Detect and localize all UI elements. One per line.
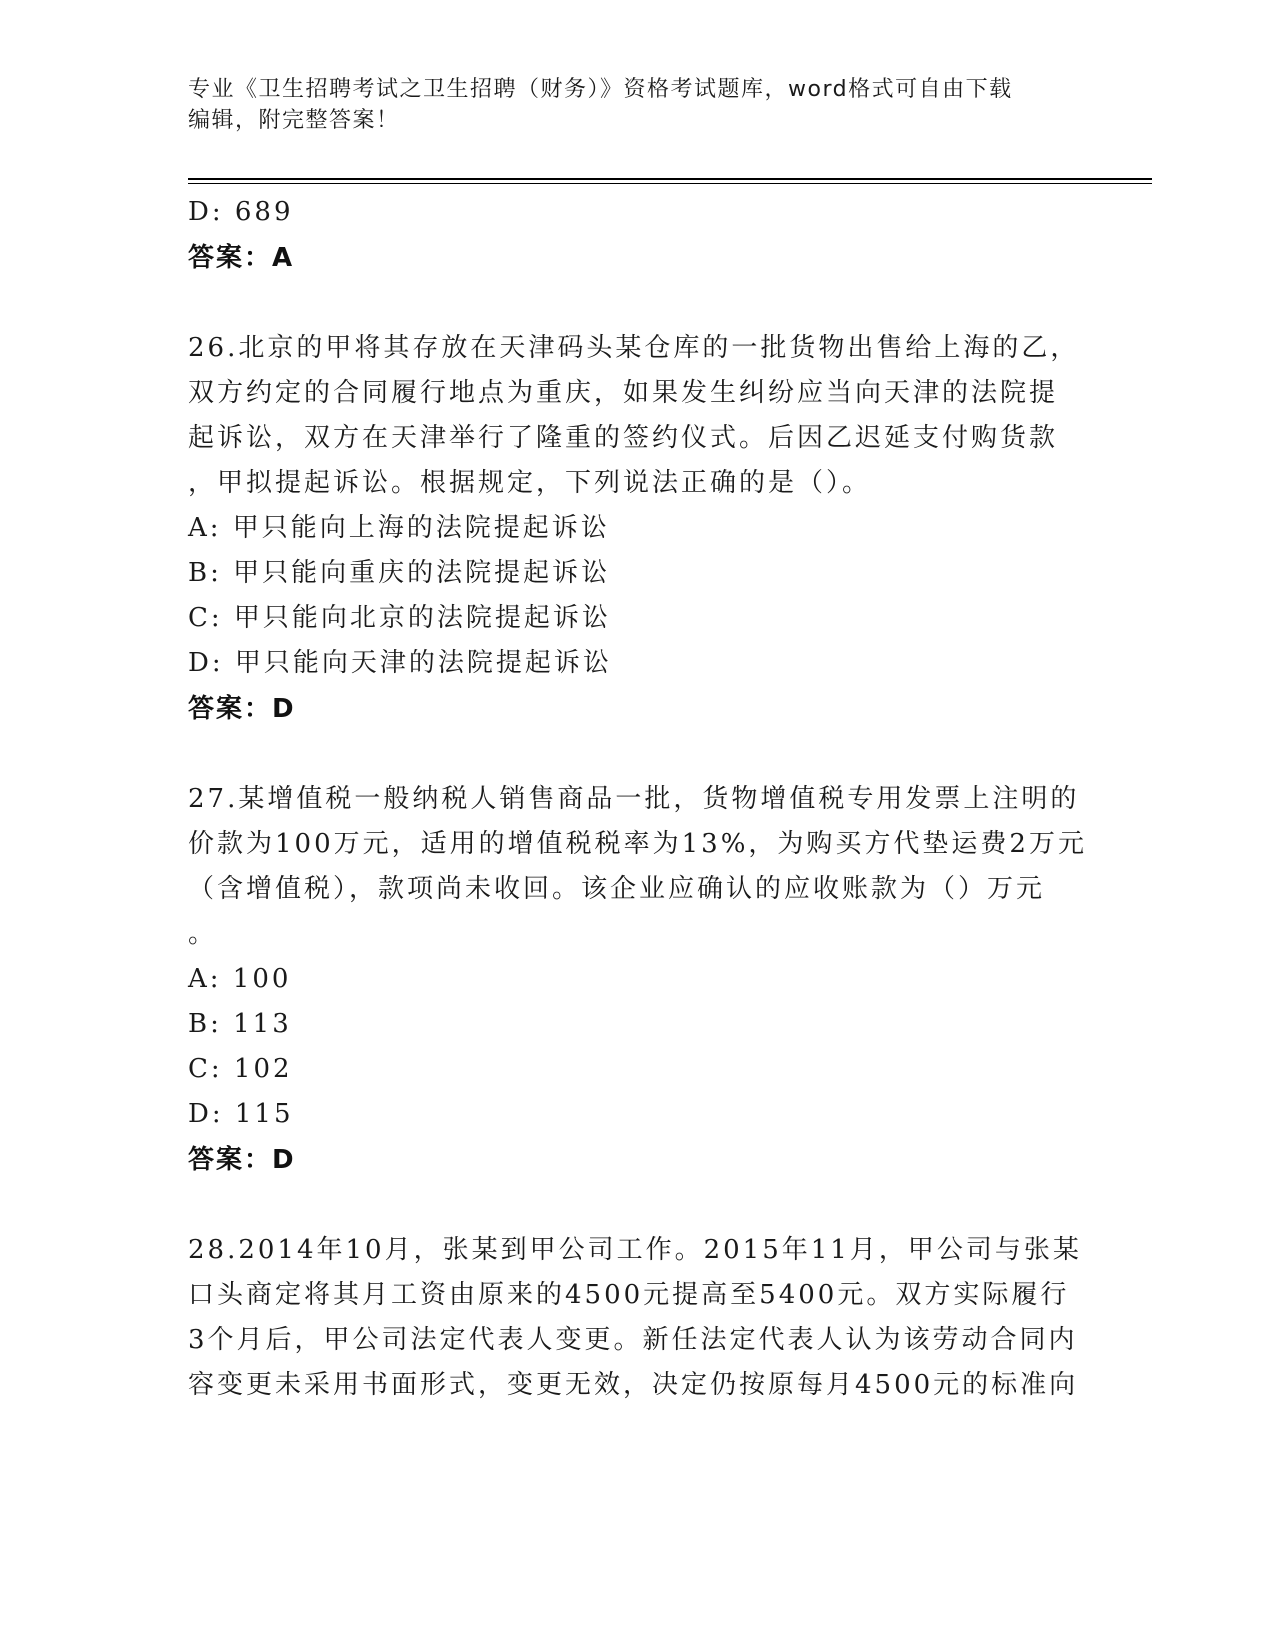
prev-answer: 答案：A bbox=[188, 243, 295, 273]
q26-stem-line: 26.北京的甲将其存放在天津码头某仓库的一批货物出售给上海的乙， bbox=[188, 333, 1080, 363]
q28-stem-line: 口头商定将其月工资由原来的4500元提高至5400元。双方实际履行 bbox=[188, 1280, 1070, 1310]
page-content bbox=[188, 190, 1088, 1408]
q27-option-d: D: 115 bbox=[188, 1099, 294, 1129]
q27-stem-line: 。 bbox=[188, 919, 218, 949]
header-line-1: 专业《卫生招聘考试之卫生招聘（财务）》资格考试题库，word格式可自由下载 bbox=[188, 77, 1013, 102]
spacer bbox=[188, 732, 1088, 777]
header-rule bbox=[188, 178, 1152, 180]
q27-stem-line: 价款为100万元，适用的增值税税率为13%，为购买方代垫运费2万元 bbox=[188, 829, 1087, 859]
q27-answer: 答案：D bbox=[188, 1145, 296, 1175]
page-header bbox=[188, 74, 1068, 136]
q27-option-c: C: 102 bbox=[188, 1054, 293, 1084]
q27-option-a: A: 100 bbox=[188, 964, 292, 994]
q28-stem-line: 容变更未采用书面形式，变更无效，决定仍按原每月4500元的标准向 bbox=[188, 1370, 1079, 1400]
prev-option-d: D: 689 bbox=[188, 197, 294, 227]
q28-stem-line: 28.2014年10月，张某到甲公司工作。2015年11月，甲公司与张某 bbox=[188, 1235, 1082, 1265]
spacer bbox=[188, 281, 1088, 326]
q26-option-b: B: 甲只能向重庆的法院提起诉讼 bbox=[188, 558, 611, 588]
q26-option-a: A: 甲只能向上海的法院提起诉讼 bbox=[188, 513, 610, 543]
question-28 bbox=[188, 1228, 1088, 1408]
q26-answer: 答案：D bbox=[188, 694, 296, 724]
q26-stem-line: ，甲拟提起诉讼。根据规定，下列说法正确的是（）。 bbox=[188, 468, 872, 498]
q26-option-d: D: 甲只能向天津的法院提起诉讼 bbox=[188, 648, 612, 678]
q26-stem-line: 双方约定的合同履行地点为重庆，如果发生纠纷应当向天津的法院提 bbox=[188, 378, 1059, 408]
question-27 bbox=[188, 777, 1088, 1183]
header-line-2: 编辑，附完整答案！ bbox=[188, 108, 400, 133]
spacer bbox=[188, 1183, 1088, 1228]
q27-stem-line: 27.某增值税一般纳税人销售商品一批，货物增值税专用发票上注明的 bbox=[188, 784, 1080, 814]
header-rule-thin bbox=[188, 183, 1152, 184]
q26-option-c: C: 甲只能向北京的法院提起诉讼 bbox=[188, 603, 611, 633]
q26-stem-line: 起诉讼，双方在天津举行了隆重的签约仪式。后因乙迟延支付购货款 bbox=[188, 423, 1059, 453]
q27-option-b: B: 113 bbox=[188, 1009, 292, 1039]
q27-stem-line: （含增值税），款项尚未收回。该企业应确认的应收账款为（）万元 bbox=[188, 874, 1046, 904]
question-26 bbox=[188, 326, 1088, 732]
q28-stem-line: 3个月后，甲公司法定代表人变更。新任法定代表人认为该劳动合同内 bbox=[188, 1325, 1078, 1355]
